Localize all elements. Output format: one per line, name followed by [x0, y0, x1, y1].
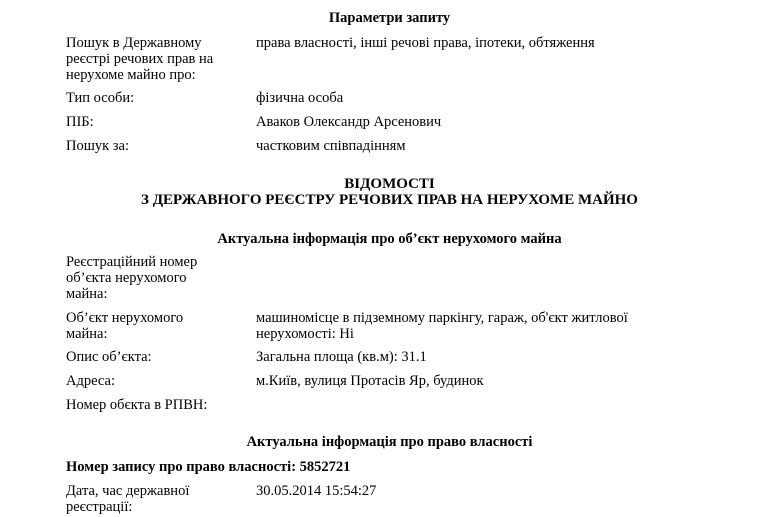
- field-value: фізична особа: [256, 90, 344, 106]
- field-value: Аваков Олександр Арсенович: [256, 114, 442, 130]
- field-label: Реєстраційний номер об’єкта нерухомого майна:: [66, 254, 198, 302]
- document-title-line1: ВІДОМОСТІ: [344, 176, 435, 192]
- field-label: Пошук в Державному реєстрі речових прав на нерухоме майно про:: [66, 35, 214, 83]
- ownership-section-title: Актуальна інформація про право власності: [246, 434, 533, 450]
- query-section-title: Параметри запиту: [328, 10, 451, 26]
- object-section-title: Актуальна інформація про об’єкт нерухомого майна: [217, 231, 562, 247]
- document-title-line2: З ДЕРЖАВНОГО РЕЄСТРУ РЕЧОВИХ ПРАВ НА НЕРУХОМЕ МАЙНО: [141, 192, 638, 208]
- field-label: Тип особи:: [66, 90, 135, 106]
- field-label: Дата, час державної реєстрації:: [66, 483, 190, 515]
- field-value: Загальна площа (кв.м): 31.1: [256, 349, 427, 365]
- field-value: права власності, інші речові права, іпотеки, обтяження: [256, 35, 595, 51]
- field-value: машиномісце в підземному паркінгу, гараж, об'єкт житлової нерухомості: Ні: [256, 310, 628, 342]
- field-value: м.Київ, вулиця Протасів Яр, будинок: [256, 373, 484, 389]
- ownership-record-number: Номер запису про право власності: 5852721: [66, 459, 351, 475]
- field-label: Номер обєкта в РПВН:: [66, 397, 208, 413]
- field-label: Опис об’єкта:: [66, 349, 152, 365]
- field-label: Пошук за:: [66, 138, 129, 154]
- field-label: ПІБ:: [66, 114, 94, 130]
- field-value: 30.05.2014 15:54:27: [256, 483, 377, 499]
- field-value: частковим співпадінням: [256, 138, 406, 154]
- field-label: Адреса:: [66, 373, 115, 389]
- field-label: Об’єкт нерухомого майна:: [66, 310, 184, 342]
